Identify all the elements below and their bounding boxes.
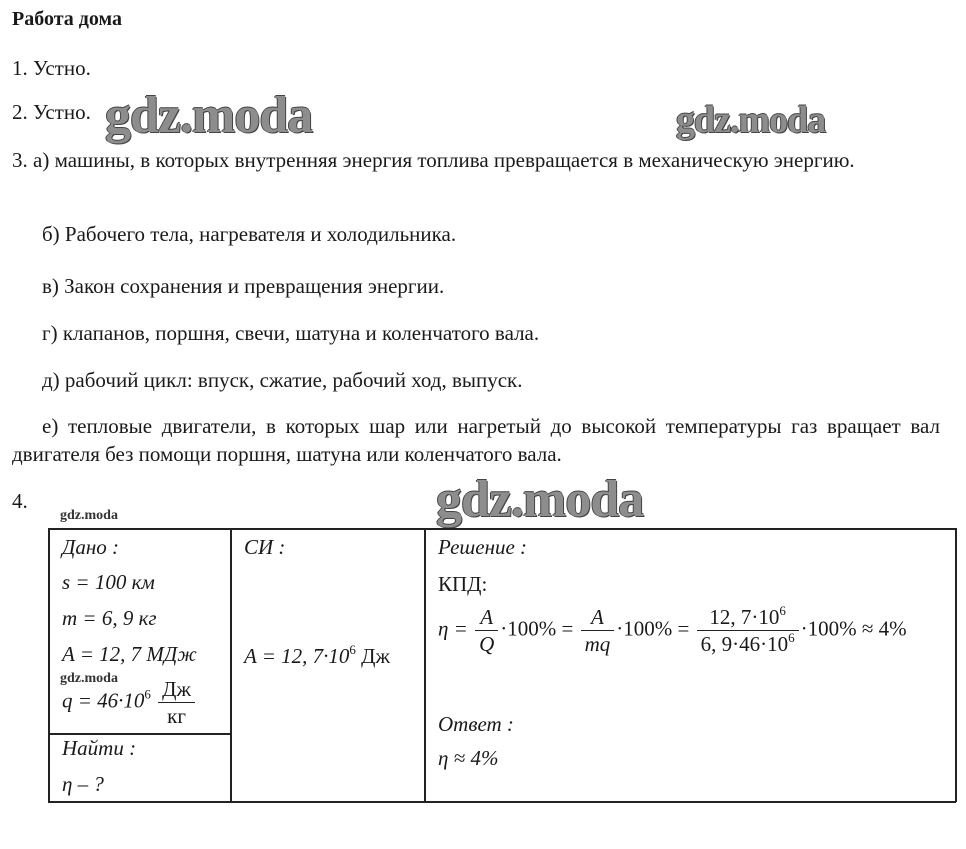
answer-2: 2. Устно. — [12, 100, 91, 124]
answer-3b: б) Рабочего тела, нагревателя и холодильника. — [42, 222, 457, 246]
efficiency-formula — [438, 604, 907, 657]
answer-3c: в) Закон сохранения и превращения энергии. — [42, 274, 445, 298]
watermark-logo: gdz.moda — [676, 99, 826, 141]
formula-num: A — [581, 604, 615, 631]
given-q-exp: 6 — [144, 686, 151, 702]
given-q-unit-num: Дж — [158, 676, 195, 703]
answer-3f: е) тепловые двигатели, в которых шар или нагретый до высокой температуры газ вращает вал двигателя без помощи поршня, шатуна или коленчатого вала. — [12, 414, 940, 466]
formula-fraction-aq — [475, 604, 498, 657]
answer-1: 1. Устно. — [12, 56, 91, 80]
given-mass: m = 6, 9 кг — [62, 606, 157, 630]
watermark-small: gdz.moda — [60, 508, 118, 523]
answer-label: Ответ : — [438, 712, 514, 736]
find-label: Найти : — [62, 736, 137, 760]
formula-den: Q — [479, 632, 495, 656]
watermark-logo: gdz.moda — [105, 87, 313, 144]
table-border-left — [48, 528, 50, 802]
si-label: СИ : — [244, 535, 286, 559]
watermark-logo: gdz.moda — [436, 471, 644, 528]
table-divider — [48, 733, 231, 735]
given-work: A = 12, 7 МДж — [62, 642, 197, 666]
answer-4: 4. — [12, 489, 28, 513]
si-work-unit: Дж — [361, 644, 390, 668]
table-border-bottom — [48, 801, 956, 803]
given-q-prefix: q = 46·10 — [62, 688, 145, 713]
formula-term: ·100% = — [500, 616, 574, 641]
given-heat-value — [62, 676, 197, 729]
answer-value: η ≈ 4% — [438, 746, 499, 770]
table-border-right — [955, 528, 957, 802]
given-distance: s = 100 км — [62, 570, 155, 594]
si-work — [244, 644, 390, 669]
formula-eta: η = — [438, 616, 468, 641]
formula-fraction-amq — [581, 604, 615, 657]
given-q-unit — [158, 676, 195, 729]
table-divider — [424, 528, 426, 802]
answer-3a: 3. а) машины, в которых внутренняя энергия топлива превращается в механическую энергию. — [12, 148, 855, 172]
formula-num-base: 12, 7·10 — [709, 605, 780, 629]
formula-num: A — [475, 604, 498, 631]
formula-term: ·100% ≈ 4% — [800, 616, 907, 641]
efficiency-label: КПД: — [438, 572, 488, 596]
solution-label: Решение : — [438, 535, 528, 559]
given-q-unit-den: кг — [167, 704, 186, 728]
formula-num — [697, 604, 799, 631]
formula-den-exp: 6 — [788, 630, 795, 645]
answer-3e: д) рабочий цикл: впуск, сжатие, рабочий ход, выпуск. — [42, 368, 523, 392]
formula-num-exp: 6 — [779, 603, 786, 618]
formula-den-base: 6, 9·46·10 — [700, 632, 789, 656]
formula-fraction-numeric — [697, 604, 799, 657]
table-divider — [230, 528, 232, 802]
find-value: η – ? — [62, 772, 104, 796]
table-border-top — [48, 528, 956, 530]
si-work-exp: 6 — [349, 642, 356, 657]
page-heading: Работа дома — [12, 8, 122, 30]
answer-3d: г) клапанов, поршня, свечи, шатуна и коленчатого вала. — [42, 321, 540, 345]
formula-term: ·100% = — [616, 616, 690, 641]
given-label: Дано : — [62, 535, 120, 559]
watermark-small: gdz.moda — [60, 671, 118, 686]
si-work-prefix: A = 12, 7·10 — [244, 644, 350, 668]
formula-den — [697, 631, 799, 657]
formula-den: mq — [584, 632, 611, 656]
